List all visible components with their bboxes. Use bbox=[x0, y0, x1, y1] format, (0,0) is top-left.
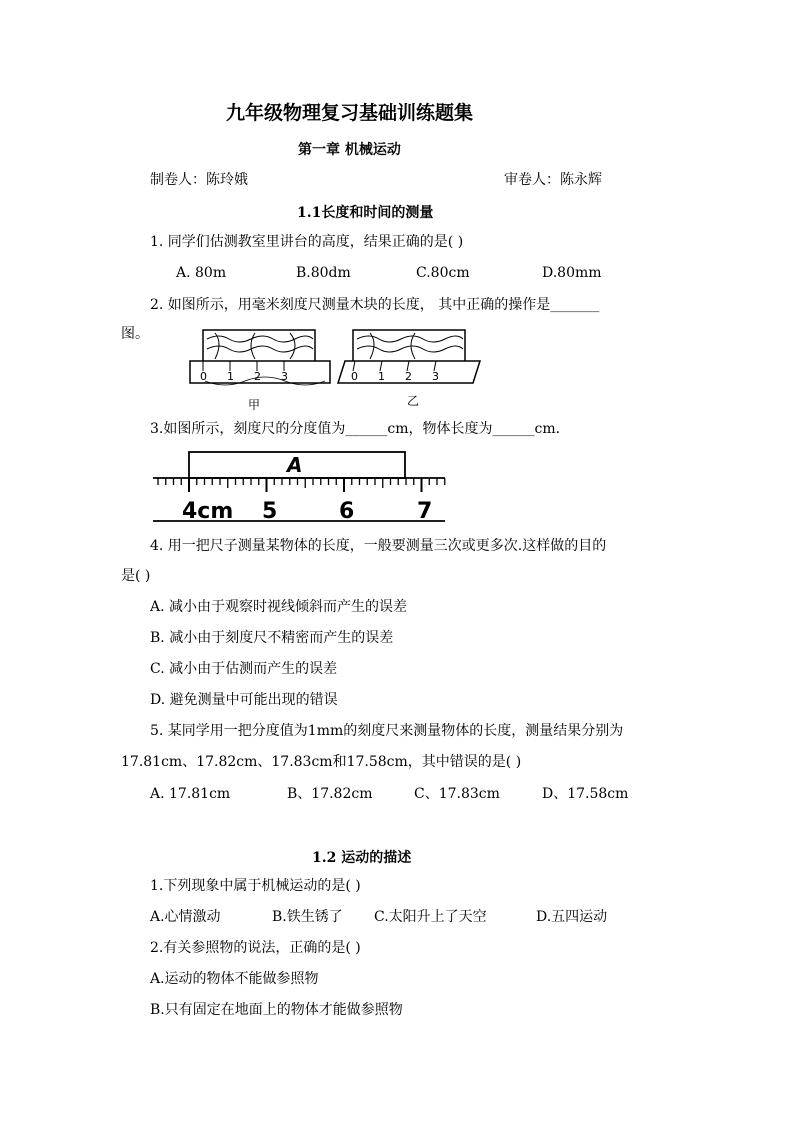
option-a: A.运动的物体不能做参照物 bbox=[150, 971, 319, 987]
ruler-figure-jia bbox=[190, 330, 330, 412]
question-1-1-2: 2. 如图所示，用毫米刻度尺测量木块的长度， 其中正确的操作是_______ bbox=[150, 297, 600, 313]
ruler-ticks bbox=[158, 478, 445, 492]
option-b: B.80dm bbox=[296, 265, 351, 281]
option-d: D.80mm bbox=[542, 265, 602, 281]
option-c: C、17.83cm bbox=[414, 786, 500, 802]
question-1-1-5-cont: 17.81cm、17.82cm、17.83cm和17.58cm，其中错误的是( ) bbox=[121, 754, 522, 770]
ruler-jia-tick-0: 0 bbox=[200, 370, 207, 383]
ruler-figure-block-a bbox=[150, 448, 450, 526]
ruler-label-6: 6 bbox=[339, 499, 355, 524]
question-1-1-3: 3.如图所示，刻度尺的分度值为______cm，物体长度为______cm. bbox=[150, 421, 561, 437]
section-heading-1-1: 1.1长度和时间的测量 bbox=[297, 205, 434, 221]
ruler-jia-tick-3: 3 bbox=[281, 370, 288, 383]
option-d: D.五四运动 bbox=[536, 909, 608, 925]
figure-label-jia: 甲 bbox=[248, 398, 261, 412]
page-title: 九年级物理复习基础训练题集 bbox=[226, 102, 474, 124]
option-c: C.太阳升上了天空 bbox=[374, 909, 487, 925]
ruler-label-5: 5 bbox=[262, 499, 278, 524]
option-b: B.铁生锈了 bbox=[272, 909, 343, 925]
figure-label-yi: 乙 bbox=[407, 394, 420, 408]
ruler-jia-tick-1: 1 bbox=[227, 370, 234, 383]
option-c: C. 减小由于估测而产生的误差 bbox=[150, 661, 338, 677]
question-1-1-5: 5. 某同学用一把分度值为1mm的刻度尺来测量物体的长度，测量结果分别为 bbox=[150, 723, 624, 739]
section-heading-1-2: 1.2 运动的描述 bbox=[312, 850, 412, 866]
chapter-title: 第一章 机械运动 bbox=[298, 142, 401, 158]
ruler-figure-yi bbox=[338, 330, 480, 408]
ruler-yi-tick-0: 0 bbox=[351, 370, 358, 383]
ruler-yi-tick-1: 1 bbox=[378, 370, 385, 383]
question-1-2-1: 1.下列现象中属于机械运动的是( ) bbox=[150, 878, 361, 894]
option-b: B、17.82cm bbox=[287, 786, 373, 802]
question-1-1-4-cont: 是( ) bbox=[121, 568, 151, 584]
compiler: 制卷人：陈玲娥 bbox=[150, 172, 248, 188]
question-1-1-4: 4. 用一把尺子测量某物体的长度，一般要测量三次或更多次.这样做的目的 bbox=[150, 538, 607, 554]
option-a: A. 减小由于观察时视线倾斜而产生的误差 bbox=[150, 599, 408, 615]
question-1-2-2: 2.有关参照物的说法，正确的是( ) bbox=[150, 940, 361, 956]
option-d: D、17.58cm bbox=[542, 786, 629, 802]
option-b: B. 减小由于刻度尺不精密而产生的误差 bbox=[150, 630, 394, 646]
option-a: A. 17.81cm bbox=[150, 786, 231, 802]
question-1-1-1: 1. 同学们估测教室里讲台的高度，结果正确的是( ) bbox=[150, 234, 464, 250]
option-a: A. 80m bbox=[176, 265, 227, 281]
ruler-yi-tick-2: 2 bbox=[405, 370, 412, 383]
option-d: D. 避免测量中可能出现的错误 bbox=[150, 692, 338, 708]
ruler-jia-tick-2: 2 bbox=[254, 370, 261, 383]
block-a-label: A bbox=[287, 453, 303, 477]
ruler-yi-tick-3: 3 bbox=[432, 370, 439, 383]
ruler-label-7: 7 bbox=[417, 499, 433, 524]
option-b: B.只有固定在地面上的物体才能做参照物 bbox=[150, 1002, 403, 1018]
question-1-1-2-cont: 图。 bbox=[121, 326, 149, 342]
reviewer: 审卷人：陈永辉 bbox=[504, 172, 602, 188]
ruler-figure-jia-yi bbox=[185, 325, 485, 415]
ruler-label-4cm: 4cm bbox=[182, 499, 234, 524]
option-a: A.心情激动 bbox=[150, 909, 221, 925]
option-c: C.80cm bbox=[416, 265, 470, 281]
